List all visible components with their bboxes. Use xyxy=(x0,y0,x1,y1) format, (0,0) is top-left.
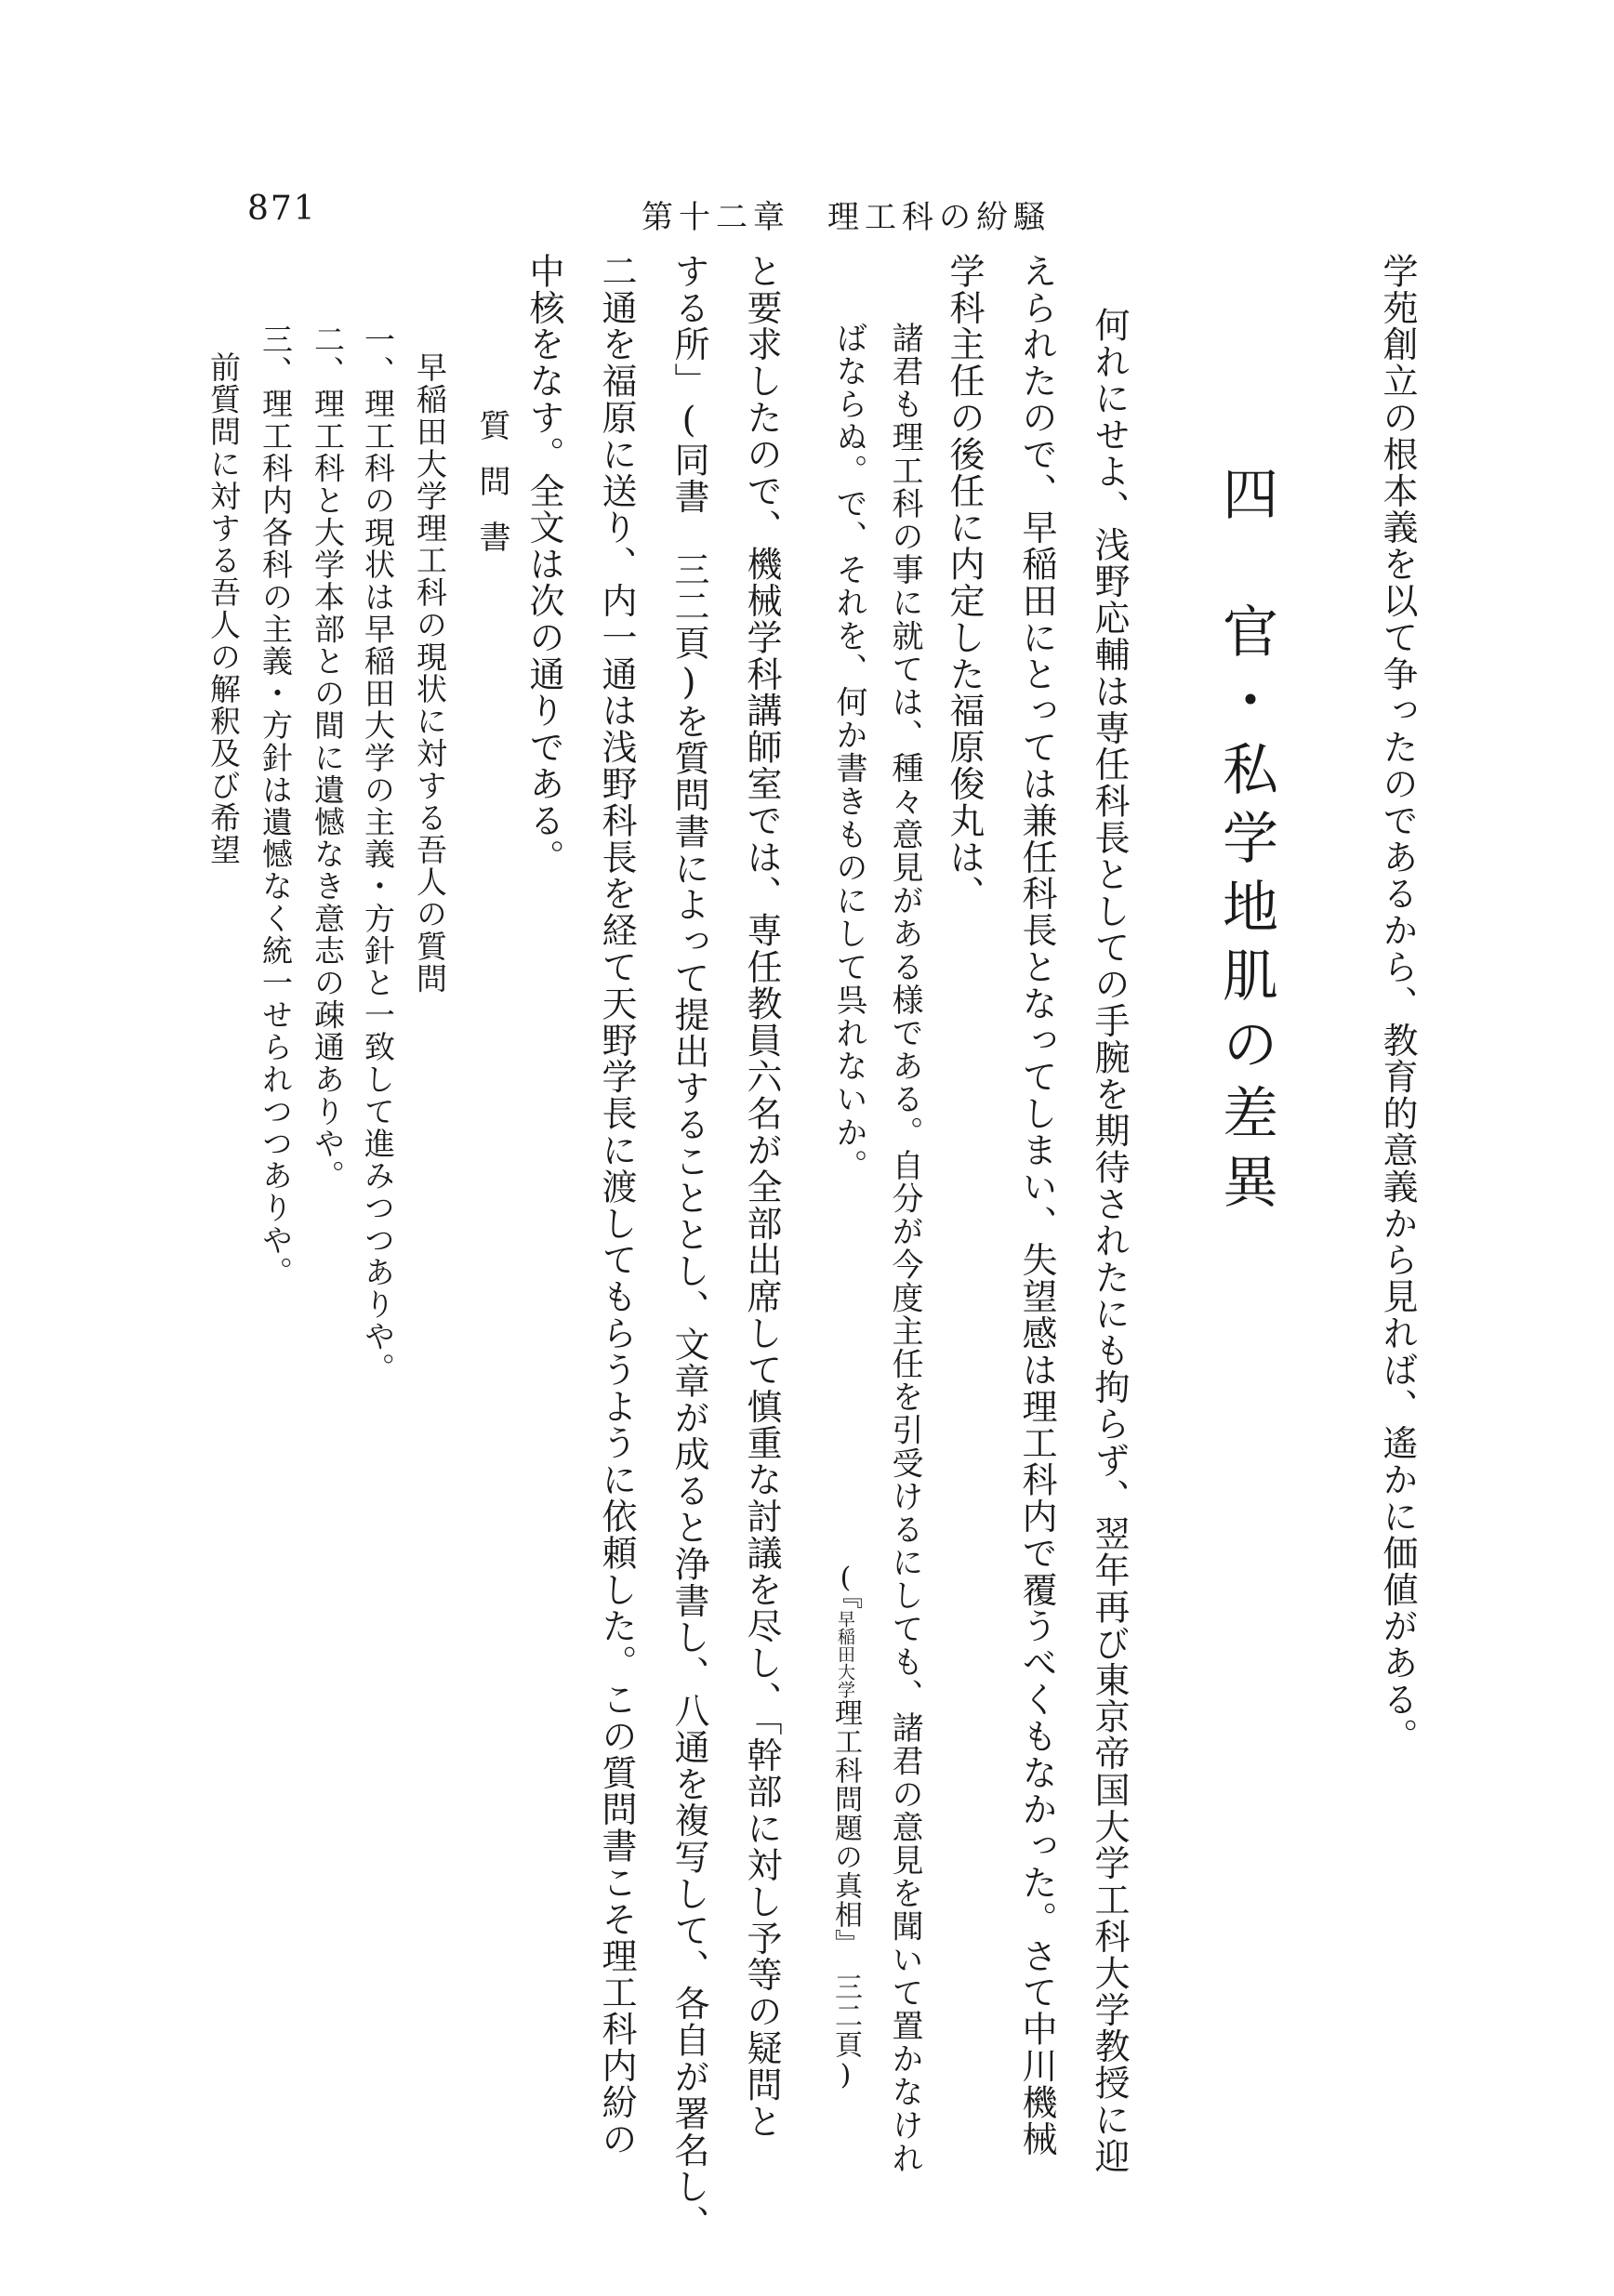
body-line-1: 学苑創立の根本義を以て争ったのであるから、教育的意義から見れば、遙かに価値がある。 xyxy=(1377,253,1418,1755)
body-line-2: 何れにせよ、浅野応輔は専任科長としての手腕を期待されたにも拘らず、翌年再び東京帝国大学工科大学教授に迎 xyxy=(1089,307,1130,2175)
quote-citation xyxy=(829,1562,862,2092)
document-item-1: 一、理工科の現状は早稲田大学の主義・方針と一致して進みつつありや。 xyxy=(360,323,396,1385)
running-header: 第十二章 理工科の紛騒 xyxy=(642,199,1051,236)
document-title: 質問書 xyxy=(473,409,510,576)
page-number: 871 xyxy=(247,190,317,228)
citation-open: (『 xyxy=(829,1562,862,1610)
document-item-2: 二、理工科と大学本部との間に遺憾なき意志の疎通ありや。 xyxy=(310,323,346,1193)
body-line-4: 学科主任の後任に内定した福原俊丸は、 xyxy=(944,253,985,913)
body-line-7: 二通を福原に送り、内一通は浅野科長を経て天野学長に渡してもらうように依頼した。この質問書こそ理工科内紛の xyxy=(596,253,637,2157)
citation-rest: 理工科問題の真相』 三二頁) xyxy=(829,1698,862,2092)
body-line-5: と要求したので、機械学科講師室では、専任教員六名が全部出席して慎重な討議を尽し、「幹部に対し予等の疑問と xyxy=(741,253,782,2140)
section-heading: 四 官・私学地肌の差異 xyxy=(1213,465,1278,1221)
body-line-8: 中核をなす。全文は次の通りである。 xyxy=(523,253,564,876)
citation-ruby-2: 大学 xyxy=(835,1663,855,1698)
body-line-6: する所」(同書 三二頁)を質問書によって提出することとし、文章が成ると浄書し、八通を複写して、各自が署名し、 xyxy=(668,253,709,2242)
citation-ruby-1: 早稲田 xyxy=(835,1610,855,1663)
document-item-3: 三、理工科内各科の主義・方針は遺憾なく統一せられつつありや。 xyxy=(258,323,294,1288)
body-line-3: えられたので、早稲田にとっては兼任科長となってしまい、失望感は理工科内で覆うべくもなかった。さて中川機械 xyxy=(1016,253,1057,2157)
quote-line-2: ばならぬ。で、それを、何か書きものにして呉れないか。 xyxy=(830,322,867,1182)
document-continuation: 前質問に対する吾人の解釈及び希望 xyxy=(205,351,242,866)
document-addressee: 早稲田大学理工科の現状に対する吾人の質問 xyxy=(412,351,448,995)
quote-line-1: 諸君も理工科の事に就ては、種々意見がある様である。自分が今度主任を引受けるにしても、諸君の意見を聞いて置かなけれ xyxy=(886,322,923,2175)
